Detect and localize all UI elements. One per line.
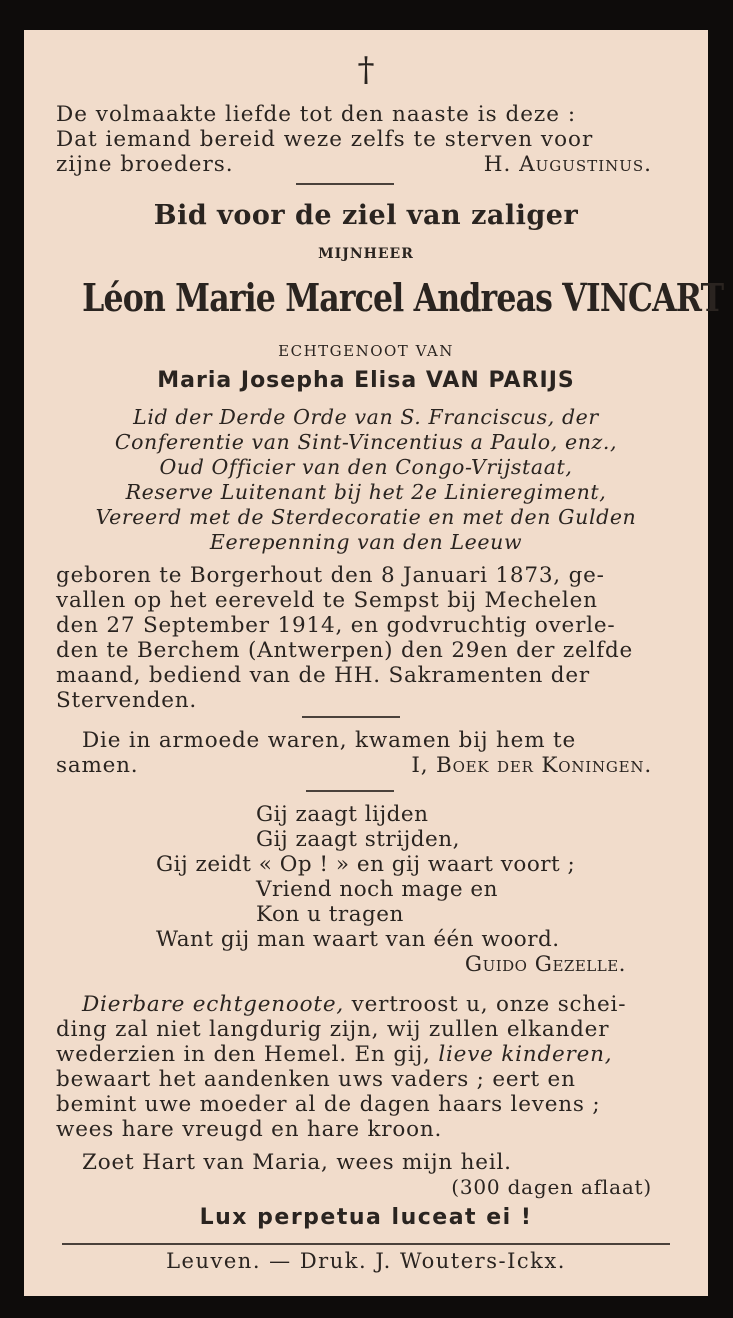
biography-line-3: den 27 September 1914, en godvruchtig overle- [56,613,616,638]
printer-credit: Leuven. — Druk. J. Wouters-Ickx. [166,1249,566,1273]
address-line-3 [56,1042,652,1067]
poem-author: Guido Gezelle. [464,952,626,977]
title-line-6: Eerepenning van den Leeuw [209,530,523,554]
divider-3 [306,790,394,792]
title-line-4: Reserve Luitenant bij het 2e Linieregiment, [125,480,607,504]
spouse-name: Maria Josepha Elisa VAN PARIJS [157,368,575,393]
address-line-4: bewaart het aandenken uws vaders ; eert en [56,1067,576,1092]
epigraph-author: H. Augustinus. [483,152,652,177]
invocation: Zoet Hart van Maria, wees mijn heil. [82,1150,512,1175]
epigraph-line-2: Dat iemand bereid weze zelfs te sterven voor [56,127,594,152]
cross-symbol: † [357,50,375,90]
quote-line-2-text: samen. [56,753,139,778]
prayer-heading: Bid voor de ziel van zaliger [153,200,579,231]
quote-line-1: Die in armoede waren, kwamen bij hem te [82,728,576,753]
memorial-card [24,30,724,1296]
address-line-2: ding zal niet langdurig zijn, wij zullen elkander [56,1017,610,1042]
quote-source: I, Boek der Koningen. [411,753,652,778]
poem-line-6: Want gij man waart van één woord. [156,927,560,952]
address-line-5: bemint uwe moeder al de dagen haars levens ; [56,1092,601,1117]
quote-line-2 [56,753,652,778]
title-line-2: Conferentie van Sint-Vincentius a Paulo, enz., [114,430,618,454]
poem-line-2: Gij zaagt strijden, [256,827,460,852]
biography-line-2: vallen op het eereveld te Sempst bij Mechelen [56,588,598,613]
address-italic-2: lieve kinderen, [438,1042,613,1067]
address-italic-1: Dierbare echtgenoote, [82,992,345,1017]
address-text-1: vertroost u, onze schei- [344,992,627,1017]
biography-line-4: den te Berchem (Antwerpen) den 29en der zelfde [56,638,634,663]
title-line-3: Oud Officier van den Congo-Vrijstaat, [159,455,573,479]
poem-line-3: Gij zeidt « Op ! » en gij waart voort ; [156,852,576,877]
epigraph-line-3 [56,152,652,178]
indulgence: (300 dagen aflaat) [451,1175,652,1199]
title-line-1: Lid der Derde Orde van S. Franciscus, der [133,405,599,429]
poem-line-5: Kon u tragen [256,902,404,927]
divider-2 [302,716,400,718]
biography-line-6: Stervenden. [56,688,198,713]
address-line-6: wees hare vreugd en hare kroon. [56,1117,443,1142]
poem-line-1: Gij zaagt lijden [256,802,429,827]
address-line-1 [82,992,652,1017]
address-text-3: wederzien in den Hemel. En gij, [56,1042,439,1067]
poem-line-4: Vriend noch mage en [256,877,498,902]
biography-line-1: geboren te Borgerhout den 8 Januari 1873, ge- [56,563,605,588]
honorific: MIJNHEER [318,246,414,262]
spouse-label: ECHTGENOOT VAN [278,342,454,360]
divider-1 [296,183,394,185]
bottom-rule [62,1243,670,1245]
biography-line-5: maand, bediend van de HH. Sakramenten der [56,663,590,688]
epigraph-line-1: De volmaakte liefde tot den naaste is deze : [56,102,577,127]
title-line-5: Vereerd met de Sterdecoratie en met den Gulden [95,505,637,529]
closing-prayer: Lux perpetua luceat ei ! [199,1205,533,1230]
deceased-name: Léon Marie Marcel Andreas VINCART [82,275,724,320]
epigraph-line-3-text: zijne broeders. [56,152,234,177]
